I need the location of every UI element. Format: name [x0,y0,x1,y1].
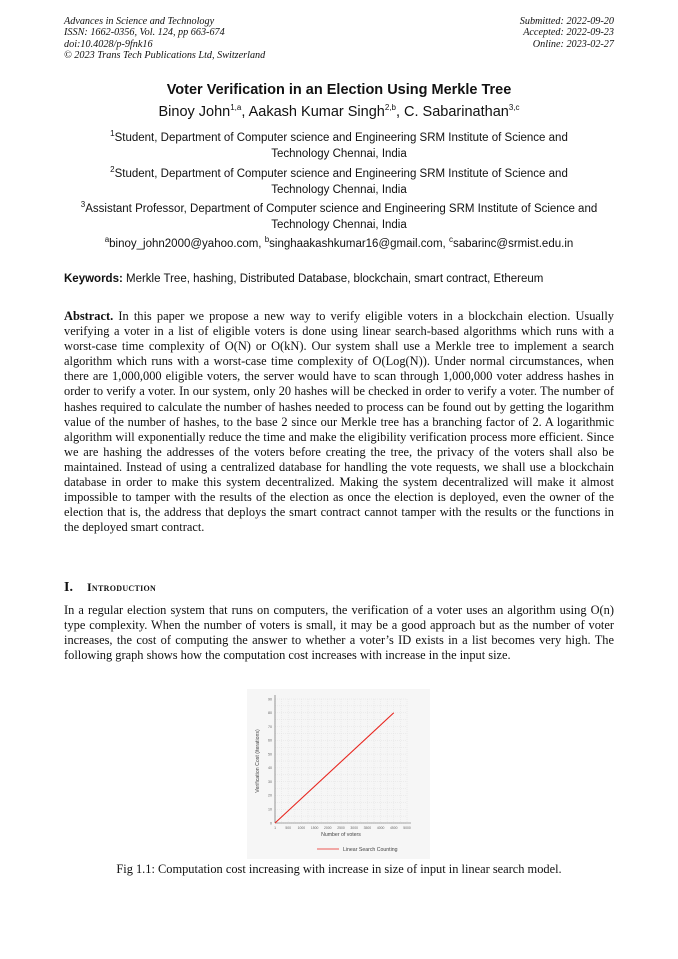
email-sup: a [104,235,110,245]
keywords [64,273,614,285]
author-name: Aakash Kumar Singh [248,104,385,120]
x-tick-label: 3000 [350,826,358,830]
x-tick-label: 1500 [310,826,319,830]
y-tick-label: 90 [268,697,272,702]
section-number: I. [64,580,73,595]
y-tick-label: 40 [268,766,272,771]
affiliation-1 [80,131,598,162]
y-tick-label: 70 [268,724,272,729]
author-name: C. Sabarinathan [404,104,509,120]
x-tick-label: 4000 [376,826,385,830]
affiliation-text: Student, Department of Computer science and Engineering SRM Institute of Science and Technology Chennai, India [114,168,568,196]
submitted-date: Submitted: 2022-09-20 [519,16,614,27]
author-name: Binoy John [158,104,231,120]
y-tick-label: 10 [268,807,272,812]
affiliation-3 [65,202,613,233]
section-heading [64,580,156,596]
online-date: Online: 2023-02-27 [532,38,614,50]
section-title: Introduction [86,580,157,594]
affiliation-text: Assistant Professor, Department of Computer science and Engineering SRM Institute of Science and Technology Chennai, India [85,203,598,231]
email-link[interactable]: sabarinc@srmist.edu.in [452,238,574,250]
author-sup: 2,b [384,103,396,113]
abstract [64,309,614,535]
y-tick-label: 60 [268,738,272,743]
affiliation-2 [80,167,598,198]
accepted-date: Accepted: 2022-09-23 [523,27,614,39]
abstract-text: In this paper we propose a new way to verify eligible voters in a blockchain election. Usually verifying a voter in a list of eligible voters is done using linear search-based algorithms which runs with a worst-case time complexity of O(N) or O(kN). Our system shall use a Merkle tree to implement a search algorithm which runs with a worst-case time complexity of O(Log(N)). Under normal circumstances, when there are 1,000,000 eligible voters, the server would have to scan through 1,000,000 voter address hashes in order to verify a voter. In our system, only 20 hashes will be checked in order to verify a voter. The number of hashes required to calculate the number of hashes needed to process can be found out by getting the logarithm value of the number of hashes, to the base 2 since our Merkle tree has a branching factor of 2. A logarithmic algorithm will exponentially reduce the time and make the eligibility verification process more efficient. Since we are hashing the addresses of the voters before creating the tree, the privacy of the voters shall also be maintained. Instead of using a centralized database for handling the vote requests, we shall use a blockchain database in order to make this system decentralized. Making the system decentralized will make it almost impossible to tamper with the results of the election as once the election is deployed, even the owner of the election that is, the address that deploys the smart contract cannot tamper with the results or the functions in the deployed smart contract. [64,309,614,535]
email-list: $^a$binoy_john2000@yahoo.com, $^b$singhaakashkumar16@gmail.com, $^c$sabarinc@srmist.edu.in [104,235,574,250]
y-tick-label: 30 [268,779,272,784]
email-link[interactable]: singhaakashkumar16@gmail.com [269,238,443,250]
running-header-left [64,16,265,61]
x-tick-label: 1 [274,826,276,830]
author-list: Binoy John$^{1,a}$, Aakash Kumar Singh$^{2,b}$, C. Sabarinathan$^{3,c}$ [158,103,520,120]
x-tick-label: 1000 [297,826,306,830]
x-tick-label: 2000 [324,826,332,830]
figure-1-1 [247,689,430,859]
y-tick-label: 80 [268,711,272,716]
issn: ISSN: 1662-0356, Vol. 124, pp 663-674 [64,27,225,39]
introduction-text: In a regular election system that runs on computers, the verification of a voter uses an algorithm using O(n) type complexity. When the number of voters is small, it may be a good approach but as the number of voter increases, the cost of computing the answer to whether a voter’s ID exists in a list becomes very high. The following graph shows how the computation cost increases with increase in the input size. [64,603,614,663]
author-sup: 1,a [230,103,242,113]
abstract-label: Abstract. [64,309,114,323]
email-link[interactable]: binoy_john2000@yahoo.com [109,238,259,250]
author-sup: 3,c [508,103,520,113]
x-tick-label: 500 [285,826,292,830]
y-tick-label: 0 [270,821,272,826]
x-tick-label: 5000 [403,826,411,830]
journal-name: Advances in Science and Technology [64,16,215,27]
figure-caption: Fig 1.1: Computation cost increasing with increase in size of input in linear search model. [116,862,562,876]
keywords-text: Merkle Tree, hashing, Distributed Database, blockchain, smart contract, Ethereum [126,273,544,285]
y-tick-label: 50 [268,752,272,757]
email-sup: c [448,235,453,245]
affiliation-sup: 3 [80,200,86,210]
keywords-label: Keywords: [64,273,123,285]
paper-title: Voter Verification in an Election Using Merkle Tree [166,82,512,98]
legend-label: Linear Search Counting [343,847,398,853]
y-axis-label: Verification Cost (iterations) [255,729,261,793]
affiliation-sup: 2 [110,165,115,175]
x-tick-label: 3500 [363,826,372,830]
x-tick-label: 2500 [337,826,345,830]
x-axis-label: Number of voters [321,832,361,838]
copyright: © 2023 Trans Tech Publications Ltd, Switzerland [64,49,266,61]
affiliation-text: Student, Department of Computer science and Engineering SRM Institute of Science and Technology Chennai, India [114,132,568,160]
y-tick-label: 20 [268,793,272,798]
doi: doi:10.4028/p-9fnk16 [64,38,153,50]
affiliation-sup: 1 [110,129,115,139]
running-header-right [520,16,614,50]
x-tick-label: 4500 [390,826,398,830]
email-sup: b [264,235,270,245]
line-chart [247,689,430,859]
